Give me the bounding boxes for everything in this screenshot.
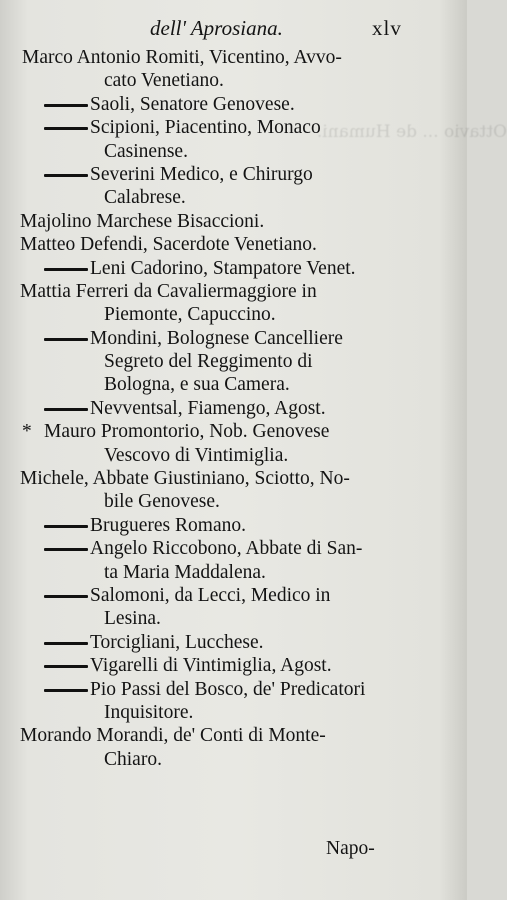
entry-line <box>0 654 467 677</box>
entry-text: Scipioni, Piacentino, Monaco <box>90 117 321 139</box>
entry-text: Mondini, Bolognese Cancelliere <box>90 327 343 349</box>
running-title: dell' Aprosiana. <box>150 16 283 40</box>
entry-text: Calabrese. <box>104 187 186 209</box>
entry-text: Bologna, e sua Camera. <box>104 374 290 396</box>
entry-line <box>0 631 467 654</box>
entry-line <box>0 373 467 396</box>
entry-list <box>0 46 467 771</box>
entry-line <box>0 69 467 92</box>
entry-line <box>0 210 467 233</box>
entry-text: Mauro Promontorio, Nob. Genovese <box>44 421 330 443</box>
entry-text: Torcigliani, Lucchese. <box>90 631 264 653</box>
catchword: Napo- <box>326 838 375 859</box>
entry-text: Matteo Defendi, Sacerdote Venetiano. <box>20 234 317 256</box>
ditto-dash <box>44 104 88 107</box>
ditto-dash <box>44 689 88 692</box>
entry-line <box>0 280 467 303</box>
entry-line <box>0 46 467 69</box>
entry-text: Pio Passi del Bosco, de' Predicatori <box>90 678 366 700</box>
entry-text: cato Venetiano. <box>104 70 224 92</box>
entry-line <box>0 257 467 280</box>
entry-line <box>0 116 467 139</box>
entry-line <box>0 420 467 443</box>
entry-line <box>0 140 467 163</box>
entry-text: Vescovo di Vintimiglia. <box>104 444 289 466</box>
entry-line <box>0 724 467 747</box>
entry-text: Morando Morandi, de' Conti di Monte- <box>20 725 326 747</box>
entry-line <box>0 514 467 537</box>
ditto-dash <box>44 127 88 130</box>
ditto-dash <box>44 338 88 341</box>
ditto-dash <box>44 548 88 551</box>
entry-line <box>0 467 467 490</box>
entry-text: Mattia Ferreri da Cavaliermaggiore in <box>20 280 317 302</box>
entry-text: Severini Medico, e Chirurgo <box>90 163 313 185</box>
entry-line <box>0 397 467 420</box>
entry-text: Saoli, Senatore Genovese. <box>90 93 295 115</box>
entry-text: ta Maria Maddalena. <box>104 561 266 583</box>
ditto-dash <box>44 642 88 645</box>
ditto-dash <box>44 408 88 411</box>
entry-line <box>0 537 467 560</box>
entry-text: Nevventsal, Fiamengo, Agost. <box>90 397 326 419</box>
ditto-dash <box>44 665 88 668</box>
entry-text: bile Genovese. <box>104 491 220 513</box>
entry-text: Michele, Abbate Giustiniano, Sciotto, No- <box>20 468 350 490</box>
entry-line <box>0 561 467 584</box>
entry-text: Casinense. <box>104 140 188 162</box>
entry-line <box>0 350 467 373</box>
entry-line <box>0 327 467 350</box>
ditto-dash <box>44 268 88 271</box>
entry-line <box>0 701 467 724</box>
ditto-dash <box>44 595 88 598</box>
asterisk-mark: * <box>22 421 32 443</box>
bleed-through-shadow: Ottavio ... de Humani. <box>316 122 507 142</box>
ditto-dash <box>44 174 88 177</box>
entry-line <box>0 607 467 630</box>
entry-line <box>0 490 467 513</box>
entry-line <box>0 163 467 186</box>
entry-text: Chiaro. <box>104 748 162 770</box>
entry-line <box>0 93 467 116</box>
entry-text: Brugueres Romano. <box>90 514 246 536</box>
entry-line <box>0 303 467 326</box>
entry-line <box>0 233 467 256</box>
entry-line <box>0 186 467 209</box>
entry-line <box>0 584 467 607</box>
entry-text: Marco Antonio Romiti, Vicentino, Avvo- <box>22 47 342 68</box>
entry-text: Salomoni, da Lecci, Medico in <box>90 584 331 606</box>
entry-text: Segreto del Reggimento di <box>104 351 313 373</box>
page-header <box>0 16 467 42</box>
entry-text: Leni Cadorino, Stampatore Venet. <box>90 257 356 279</box>
page-number: xlv <box>372 16 402 40</box>
entry-text: Majolino Marchese Bisaccioni. <box>20 210 265 232</box>
entry-line <box>0 748 467 771</box>
entry-line <box>0 444 467 467</box>
entry-line <box>0 678 467 701</box>
entry-text: Piemonte, Capuccino. <box>104 304 276 326</box>
entry-text: Inquisitore. <box>104 701 194 723</box>
entry-text: Angelo Riccobono, Abbate di San- <box>90 538 363 560</box>
ditto-dash <box>44 525 88 528</box>
entry-text: Vigarelli di Vintimiglia, Agost. <box>90 655 332 677</box>
entry-text: Lesina. <box>104 608 161 630</box>
